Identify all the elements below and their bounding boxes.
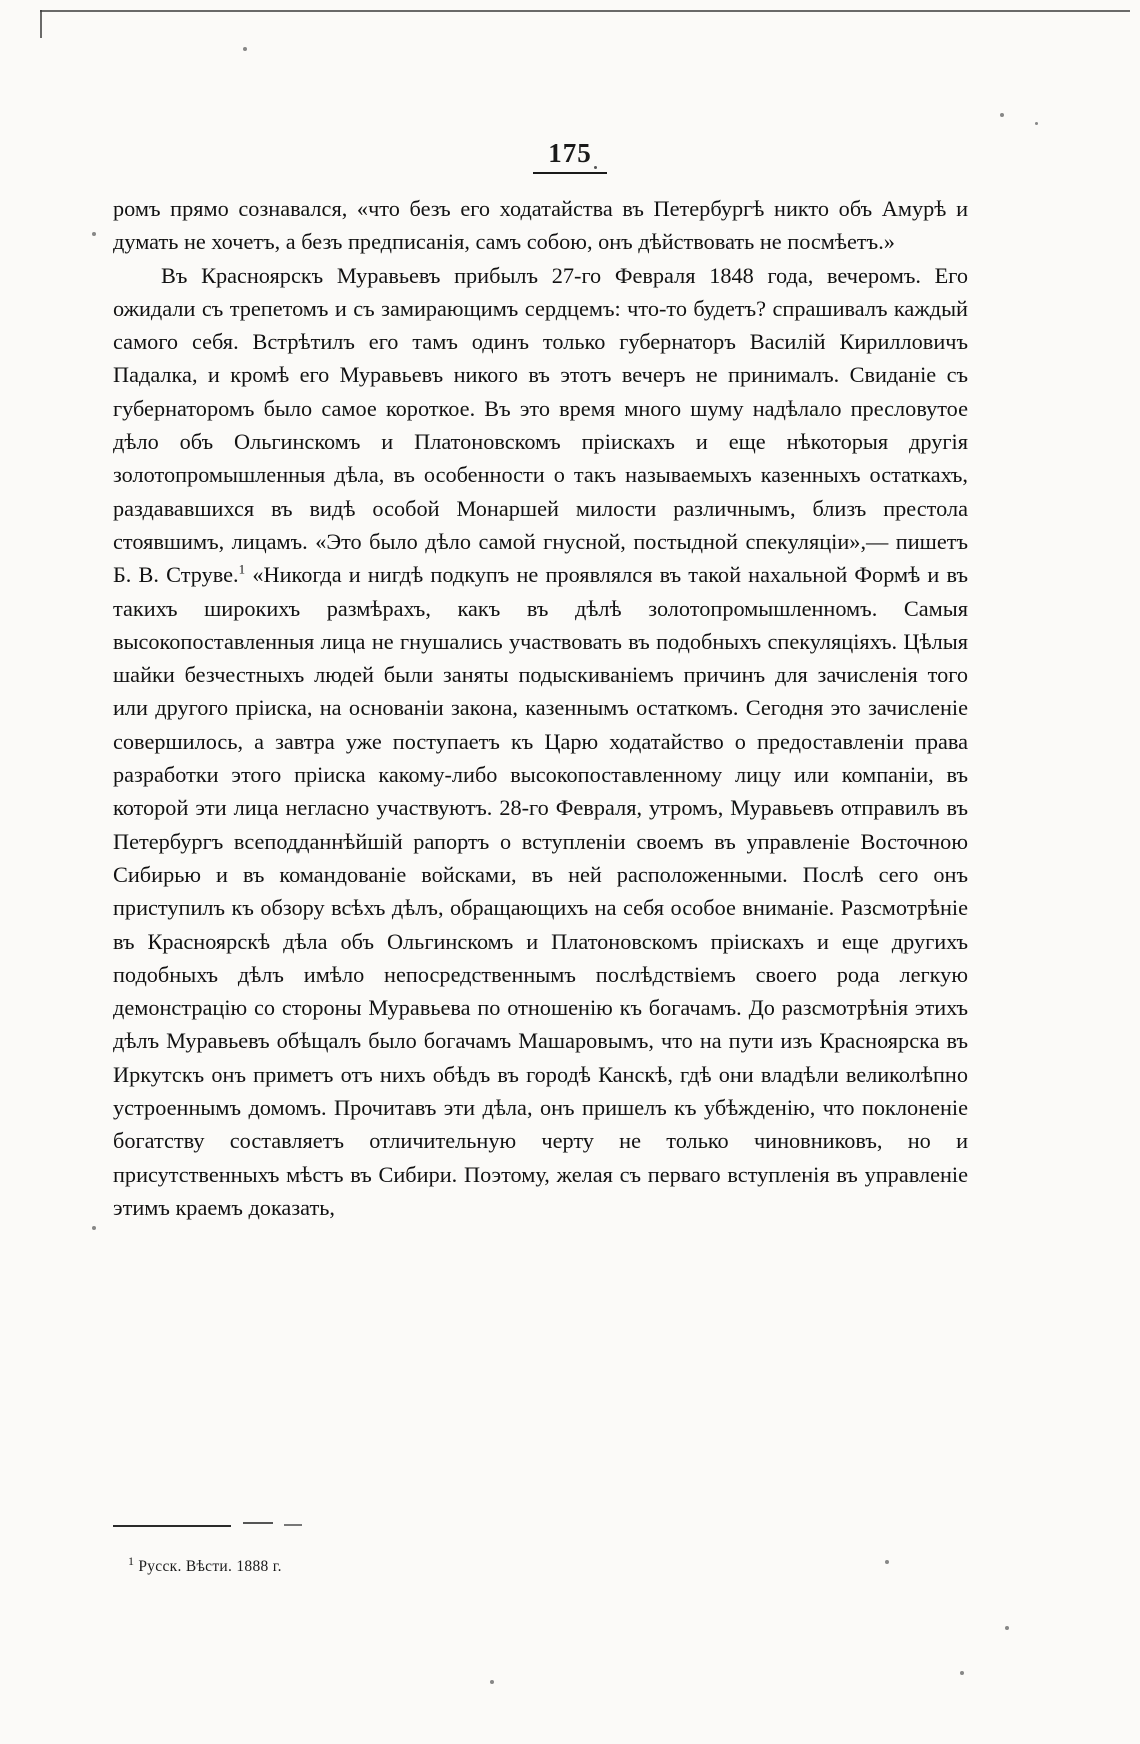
scan-speck bbox=[92, 232, 96, 236]
footnote-separator bbox=[113, 1525, 231, 1527]
scan-speck bbox=[594, 166, 597, 169]
paragraph-1: ромъ прямо сознавался, «что безъ его ходатайства въ Петербургѣ никто объ Амурѣ и думать не хочетъ, а безъ предписанія, самъ собою, онъ дѣйствовать не посмѣетъ.» bbox=[113, 196, 968, 255]
paragraph-2-part-1: Въ Красноярскъ Муравьевъ прибылъ 27-го Февраля 1848 года, вечеромъ. Его ожидали съ трепетомъ и съ замирающимъ сердцемъ: что-то будетъ? спрашивалъ каждый самого себя. Встрѣтилъ его тамъ одинъ только губернаторъ Василій Кирилловичъ Падалка, и кромѣ его Муравьевъ никого въ этотъ вечеръ не принималъ. Свиданіе съ губернаторомъ было самое короткое. Въ это время много шуму надѣлало пресловутое дѣло объ Ольгинскомъ и Платоновскомъ прiискахъ и еще нѣкоторыя другія золотопромышленныя дѣла, въ особенности о такъ называемыхъ казенныхъ остаткахъ, раздававшихся въ видѣ особой Монаршей милости различнымъ, близъ престола стоявшимъ, лицамъ. «Это было дѣло самой гнусной, постыдной спекуляціи»,— пишетъ Б. В. Струве. bbox=[113, 262, 968, 588]
scan-speck bbox=[885, 1560, 889, 1564]
scan-speck bbox=[490, 1680, 494, 1684]
scan-speck bbox=[243, 47, 247, 51]
paragraph-2 bbox=[113, 259, 968, 1225]
paragraph-2-part-2: «Никогда и нигдѣ подкупъ не проявлялся въ такой нахальной Формѣ и въ такихъ широкихъ размѣрахъ, какъ въ дѣлѣ золотопромышленномъ. Самыя высокопоставленныя лица не гнушались участвовать въ подобныхъ спекуляціяхъ. Цѣлыя шайки безчестныхъ людей были заняты подыскиваніемъ причинъ для зачисленія того или другого прiиска, на основаніи закона, казеннымъ остаткомъ. Сегодня это зачисленіе совершилось, а завтра уже поступаетъ къ Царю ходатайство о предоставленіи права разработки этого прiиска какому-либо высокопоставленному лицу или компаніи, въ которой эти лица негласно участвуютъ. 28-го Февраля, утромъ, Муравьевъ отправилъ въ Петербургъ всеподданнѣйшій рапортъ о вступленіи своемъ въ управленіе Восточною Сибирью и въ командованіе войсками, въ ней расположенными. Послѣ сего онъ приступилъ къ обзору всѣхъ дѣлъ, обращающихъ на себя особое вниманіе. Разсмотрѣніе въ Красноярскѣ дѣла объ Ольгинскомъ и Платоновскомъ прiискахъ и еще другихъ подобныхъ дѣлъ имѣло непосредственнымъ послѣдствіемъ своего рода легкую демонстрацію со стороны Муравьева по отношенію къ богачамъ. До разсмотрѣнія этихъ дѣлъ Муравьевъ обѣщалъ было богачамъ Машаровымъ, что на пути изъ Красноярска въ Иркутскъ онъ приметъ отъ нихъ обѣдъ въ городѣ Канскѣ, гдѣ они владѣли великолѣпно устроеннымъ домомъ. Прочитавъ эти дѣла, онъ пришелъ къ убѣжденію, что поклоненіе богатству составляетъ отличительную черту не только чиновниковъ, но и присутственныхъ мѣстъ въ Сибири. Поэтому, желая съ перваго вступленія въ управленіе этимъ краемъ доказать, bbox=[113, 562, 968, 1220]
footnote bbox=[128, 1553, 282, 1576]
footnote-separator-fragment-2 bbox=[284, 1524, 302, 1526]
body-text bbox=[113, 192, 968, 1224]
scan-speck bbox=[92, 1226, 96, 1230]
footnote-separator-fragment bbox=[243, 1522, 273, 1524]
footnote-reference: 1 bbox=[238, 561, 246, 577]
footnote-text: Русск. Вѣсти. 1888 г. bbox=[138, 1558, 282, 1575]
scan-speck bbox=[1000, 113, 1004, 117]
scan-speck bbox=[1005, 1626, 1009, 1630]
page-number-underline bbox=[533, 172, 607, 174]
page-number: 175 bbox=[548, 138, 592, 168]
scan-speck bbox=[960, 1671, 964, 1675]
scan-speck bbox=[1035, 122, 1038, 125]
footnote-mark: 1 bbox=[128, 1553, 135, 1568]
